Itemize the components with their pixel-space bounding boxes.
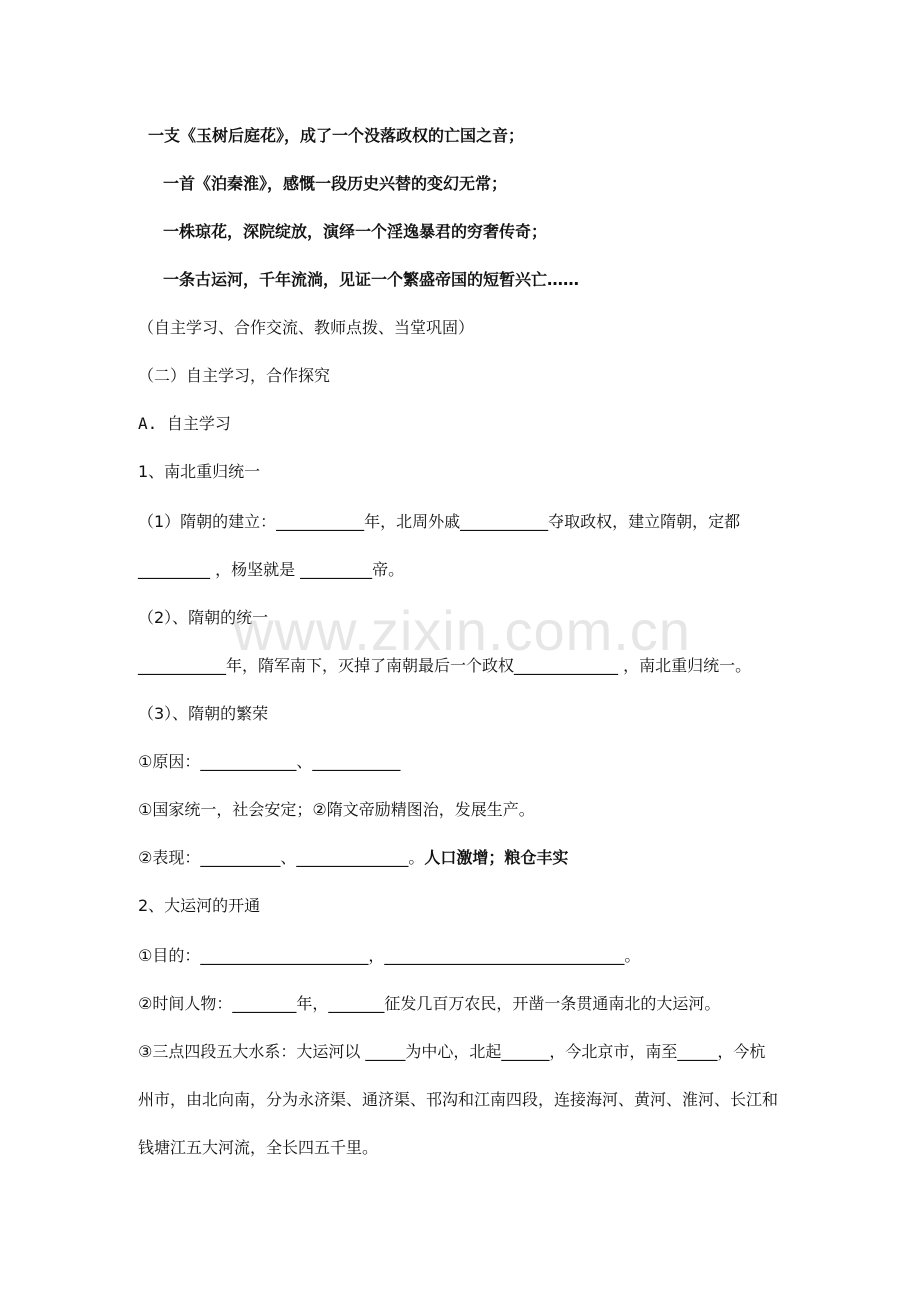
intro-line-1: 一支《玉树后庭花》，成了一个没落政权的亡国之音； bbox=[148, 126, 525, 145]
item-2-time-person: ②时间人物：________年，_______征发几百万农民，开凿一条贯通南北的大运河。 bbox=[138, 994, 721, 1013]
item-1-1-line-b: _________ ，杨坚就是 _________帝。 bbox=[138, 560, 405, 579]
watermark: www.zixin.com.cn bbox=[233, 599, 691, 662]
item-2-system-line-b: 州市，由北向南，分为永济渠、通济渠、邗沟和江南四段，连接海河、黄河、淮河、长江和 bbox=[138, 1090, 779, 1109]
intro-line-4: 一条古运河，千年流淌，见证一个繁盛帝国的短暂兴亡…… bbox=[163, 270, 580, 289]
part-a-heading: A. 自主学习 bbox=[138, 414, 231, 433]
intro-line-3: 一株琼花，深院绽放，演绎一个淫逸暴君的穷奢传奇； bbox=[163, 222, 548, 241]
item-1-heading: 1、南北重归统一 bbox=[138, 462, 261, 481]
item-1-3-show-answer: 人口激增；粮仓丰实 bbox=[424, 848, 569, 867]
item-1-3-reason-answer: ①国家统一，社会安定；②隋文帝励精图治，发展生产。 bbox=[138, 800, 535, 819]
method-note: （自主学习、合作交流、教师点拨、当堂巩固） bbox=[138, 318, 475, 337]
item-1-2-text: ___________年，隋军南下，灭掉了南朝最后一个政权_____________ ，南北重归统一。 bbox=[138, 656, 752, 675]
item-1-3-show-row bbox=[138, 846, 798, 870]
item-1-3-heading: （3）、隋朝的繁荣 bbox=[138, 704, 269, 723]
item-1-3-reason: ①原因：____________、___________ bbox=[138, 752, 401, 771]
item-2-heading: 2、大运河的开通 bbox=[138, 896, 261, 915]
section-2-heading: （二）自主学习，合作探究 bbox=[138, 366, 331, 385]
item-1-1-line-a: （1）隋朝的建立：___________年，北周外戚___________夺取政权，建立隋朝，定都 bbox=[138, 512, 741, 531]
item-2-system-line-a: ③三点四段五大水系：大运河以 _____为中心，北起______，今北京市，南至_____，今杭 bbox=[138, 1042, 766, 1061]
intro-line-2: 一首《泊秦淮》，感慨一段历史兴替的变幻无常； bbox=[163, 174, 508, 193]
item-1-2-heading: （2）、隋朝的统一 bbox=[138, 608, 269, 627]
item-1-3-show-label: ②表现：__________、______________。 bbox=[138, 848, 425, 867]
item-2-system-line-c: 钱塘江五大河流，全长四五千里。 bbox=[138, 1138, 379, 1157]
item-2-purpose: ①目的：_____________________，______________________________。 bbox=[138, 946, 641, 965]
